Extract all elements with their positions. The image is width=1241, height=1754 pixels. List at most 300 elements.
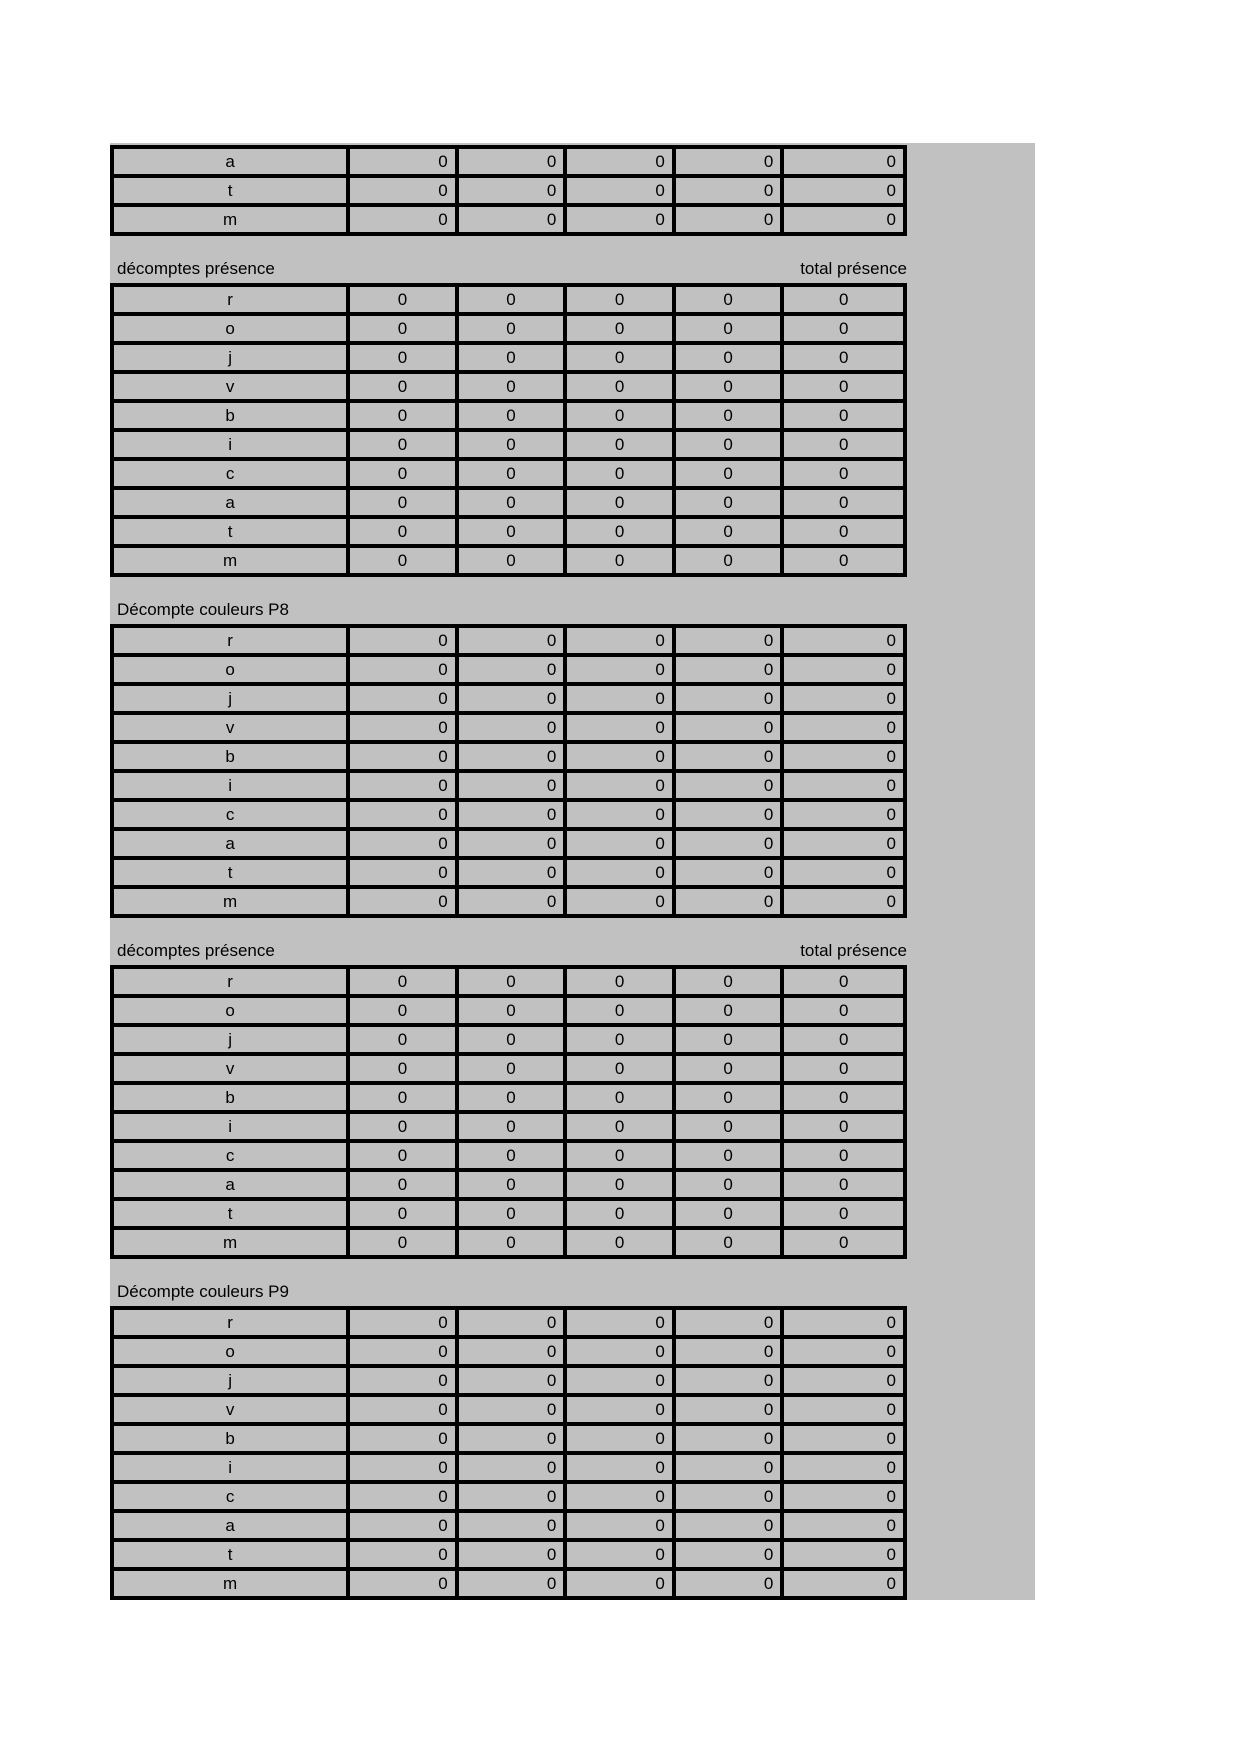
value-cell[interactable]: 0 bbox=[674, 1511, 783, 1540]
value-cell[interactable]: 0 bbox=[457, 1482, 566, 1511]
value-cell[interactable]: 0 bbox=[674, 1366, 783, 1395]
value-cell[interactable]: 0 bbox=[782, 858, 905, 887]
value-cell[interactable]: 0 bbox=[782, 996, 905, 1025]
value-cell[interactable]: 0 bbox=[782, 1395, 905, 1424]
total-presence-label: total présence bbox=[800, 941, 907, 960]
row-letter-cell[interactable]: o bbox=[112, 655, 348, 684]
row-letter-cell[interactable]: m bbox=[112, 1569, 348, 1598]
value-cell[interactable]: 0 bbox=[782, 1141, 905, 1170]
value-cell[interactable]: 0 bbox=[457, 684, 566, 713]
table-row bbox=[112, 858, 905, 887]
row-letter-cell[interactable]: t bbox=[112, 1540, 348, 1569]
value-cell[interactable]: 0 bbox=[674, 1308, 783, 1337]
value-cell[interactable]: 0 bbox=[782, 1569, 905, 1598]
value-cell[interactable]: 0 bbox=[457, 401, 566, 430]
value-cell[interactable]: 0 bbox=[348, 1337, 457, 1366]
value-cell[interactable]: 0 bbox=[457, 858, 566, 887]
value-cell[interactable]: 0 bbox=[348, 488, 457, 517]
value-cell[interactable]: 0 bbox=[565, 655, 674, 684]
value-cell[interactable]: 0 bbox=[782, 1453, 905, 1482]
value-cell[interactable]: 0 bbox=[348, 1112, 457, 1141]
value-cell[interactable]: 0 bbox=[782, 829, 905, 858]
table-row bbox=[112, 771, 905, 800]
value-cell[interactable]: 0 bbox=[565, 314, 674, 343]
row-letter-cell[interactable]: c bbox=[112, 459, 348, 488]
value-cell[interactable]: 0 bbox=[348, 1540, 457, 1569]
row-letter-cell[interactable]: c bbox=[112, 1141, 348, 1170]
value-cell[interactable]: 0 bbox=[674, 1054, 783, 1083]
value-cell[interactable]: 0 bbox=[782, 1199, 905, 1228]
value-cell[interactable]: 0 bbox=[782, 372, 905, 401]
row-letter-cell[interactable]: o bbox=[112, 314, 348, 343]
table-row bbox=[112, 1228, 905, 1257]
value-cell[interactable]: 0 bbox=[457, 205, 566, 234]
value-cell[interactable]: 0 bbox=[782, 314, 905, 343]
row-letter-cell[interactable]: o bbox=[112, 1337, 348, 1366]
table-colors-top-partial bbox=[110, 145, 907, 236]
value-cell[interactable]: 0 bbox=[674, 488, 783, 517]
row-letter-cell[interactable]: i bbox=[112, 1453, 348, 1482]
value-cell[interactable]: 0 bbox=[348, 1395, 457, 1424]
value-cell[interactable]: 0 bbox=[457, 1025, 566, 1054]
value-cell[interactable]: 0 bbox=[782, 800, 905, 829]
value-cell[interactable]: 0 bbox=[674, 1112, 783, 1141]
value-cell[interactable]: 0 bbox=[782, 742, 905, 771]
value-cell[interactable]: 0 bbox=[348, 887, 457, 916]
value-cell[interactable]: 0 bbox=[782, 1424, 905, 1453]
row-letter-cell[interactable]: t bbox=[112, 858, 348, 887]
value-cell[interactable]: 0 bbox=[782, 401, 905, 430]
value-cell[interactable]: 0 bbox=[457, 655, 566, 684]
value-cell[interactable]: 0 bbox=[348, 430, 457, 459]
value-cell[interactable]: 0 bbox=[782, 147, 905, 176]
value-cell[interactable]: 0 bbox=[565, 1337, 674, 1366]
value-cell[interactable]: 0 bbox=[782, 488, 905, 517]
value-cell[interactable]: 0 bbox=[565, 1112, 674, 1141]
value-cell[interactable]: 0 bbox=[457, 713, 566, 742]
table-row bbox=[112, 1141, 905, 1170]
table-row bbox=[112, 205, 905, 234]
value-cell[interactable]: 0 bbox=[782, 430, 905, 459]
row-letter-cell[interactable]: j bbox=[112, 1366, 348, 1395]
value-cell[interactable]: 0 bbox=[348, 1308, 457, 1337]
table-row bbox=[112, 147, 905, 176]
value-cell[interactable]: 0 bbox=[674, 771, 783, 800]
value-cell[interactable]: 0 bbox=[782, 1308, 905, 1337]
value-cell[interactable]: 0 bbox=[674, 1540, 783, 1569]
value-cell[interactable]: 0 bbox=[565, 742, 674, 771]
value-cell[interactable]: 0 bbox=[674, 1337, 783, 1366]
value-cell[interactable]: 0 bbox=[348, 459, 457, 488]
value-cell[interactable]: 0 bbox=[348, 285, 457, 314]
value-cell[interactable]: 0 bbox=[565, 285, 674, 314]
value-cell[interactable]: 0 bbox=[565, 1083, 674, 1112]
value-cell[interactable]: 0 bbox=[348, 1025, 457, 1054]
value-cell[interactable]: 0 bbox=[348, 800, 457, 829]
value-cell[interactable]: 0 bbox=[565, 1199, 674, 1228]
value-cell[interactable]: 0 bbox=[674, 343, 783, 372]
value-cell[interactable]: 0 bbox=[674, 1395, 783, 1424]
value-cell[interactable]: 0 bbox=[457, 1141, 566, 1170]
value-cell[interactable]: 0 bbox=[457, 1366, 566, 1395]
value-cell[interactable]: 0 bbox=[457, 517, 566, 546]
value-cell[interactable]: 0 bbox=[348, 1569, 457, 1598]
value-cell[interactable]: 0 bbox=[457, 176, 566, 205]
value-cell[interactable]: 0 bbox=[457, 829, 566, 858]
value-cell[interactable]: 0 bbox=[565, 430, 674, 459]
row-letter-cell[interactable]: t bbox=[112, 176, 348, 205]
row-letter-cell[interactable]: a bbox=[112, 829, 348, 858]
value-cell[interactable]: 0 bbox=[565, 858, 674, 887]
value-cell[interactable]: 0 bbox=[674, 430, 783, 459]
value-cell[interactable]: 0 bbox=[565, 996, 674, 1025]
value-cell[interactable]: 0 bbox=[782, 1228, 905, 1257]
value-cell[interactable]: 0 bbox=[457, 1199, 566, 1228]
value-cell[interactable]: 0 bbox=[348, 1511, 457, 1540]
row-letter-cell[interactable]: m bbox=[112, 205, 348, 234]
row-letter-cell[interactable]: j bbox=[112, 1025, 348, 1054]
row-letter-cell[interactable]: t bbox=[112, 1199, 348, 1228]
value-cell[interactable]: 0 bbox=[457, 1424, 566, 1453]
p9-section-header bbox=[110, 1281, 907, 1302]
table-row bbox=[112, 488, 905, 517]
value-cell[interactable]: 0 bbox=[782, 343, 905, 372]
value-cell[interactable]: 0 bbox=[348, 1482, 457, 1511]
value-cell[interactable]: 0 bbox=[674, 372, 783, 401]
value-cell[interactable]: 0 bbox=[457, 546, 566, 575]
row-letter-cell[interactable]: j bbox=[112, 684, 348, 713]
value-cell[interactable]: 0 bbox=[348, 546, 457, 575]
value-cell[interactable]: 0 bbox=[565, 401, 674, 430]
value-cell[interactable]: 0 bbox=[565, 1308, 674, 1337]
value-cell[interactable]: 0 bbox=[674, 459, 783, 488]
value-cell[interactable]: 0 bbox=[348, 401, 457, 430]
value-cell[interactable]: 0 bbox=[674, 1482, 783, 1511]
table-row bbox=[112, 1308, 905, 1337]
value-cell[interactable]: 0 bbox=[565, 713, 674, 742]
value-cell[interactable]: 0 bbox=[782, 713, 905, 742]
value-cell[interactable]: 0 bbox=[565, 1424, 674, 1453]
value-cell[interactable]: 0 bbox=[348, 372, 457, 401]
p8-section-label: Décompte couleurs P8 bbox=[117, 600, 289, 619]
value-cell[interactable]: 0 bbox=[457, 1337, 566, 1366]
value-cell[interactable]: 0 bbox=[565, 1482, 674, 1511]
value-cell[interactable]: 0 bbox=[565, 887, 674, 916]
row-letter-cell[interactable]: t bbox=[112, 517, 348, 546]
value-cell[interactable]: 0 bbox=[457, 459, 566, 488]
value-cell[interactable]: 0 bbox=[674, 1424, 783, 1453]
value-cell[interactable]: 0 bbox=[348, 176, 457, 205]
value-cell[interactable]: 0 bbox=[565, 1569, 674, 1598]
value-cell[interactable]: 0 bbox=[565, 343, 674, 372]
value-cell[interactable]: 0 bbox=[565, 1511, 674, 1540]
table-presence-2 bbox=[110, 965, 907, 1259]
value-cell[interactable]: 0 bbox=[457, 1228, 566, 1257]
value-cell[interactable]: 0 bbox=[457, 1170, 566, 1199]
value-cell[interactable]: 0 bbox=[782, 1054, 905, 1083]
value-cell[interactable]: 0 bbox=[457, 800, 566, 829]
value-cell[interactable]: 0 bbox=[457, 285, 566, 314]
row-letter-cell[interactable]: v bbox=[112, 372, 348, 401]
value-cell[interactable]: 0 bbox=[565, 829, 674, 858]
value-cell[interactable]: 0 bbox=[674, 858, 783, 887]
value-cell[interactable]: 0 bbox=[565, 205, 674, 234]
value-cell[interactable]: 0 bbox=[457, 742, 566, 771]
value-cell[interactable]: 0 bbox=[348, 829, 457, 858]
value-cell[interactable]: 0 bbox=[348, 1141, 457, 1170]
presence-section-label: décomptes présence bbox=[117, 259, 275, 278]
value-cell[interactable]: 0 bbox=[457, 488, 566, 517]
value-cell[interactable]: 0 bbox=[674, 887, 783, 916]
value-cell[interactable]: 0 bbox=[457, 147, 566, 176]
value-cell[interactable]: 0 bbox=[674, 742, 783, 771]
value-cell[interactable]: 0 bbox=[674, 1170, 783, 1199]
value-cell[interactable]: 0 bbox=[782, 517, 905, 546]
value-cell[interactable]: 0 bbox=[674, 996, 783, 1025]
value-cell[interactable]: 0 bbox=[348, 626, 457, 655]
p8-section-header bbox=[110, 599, 907, 620]
row-letter-cell[interactable]: i bbox=[112, 771, 348, 800]
value-cell[interactable]: 0 bbox=[565, 176, 674, 205]
row-letter-cell[interactable]: v bbox=[112, 1054, 348, 1083]
value-cell[interactable]: 0 bbox=[565, 1170, 674, 1199]
table-row bbox=[112, 401, 905, 430]
value-cell[interactable]: 0 bbox=[348, 343, 457, 372]
table-decompte-couleurs-p8 bbox=[110, 624, 907, 918]
value-cell[interactable]: 0 bbox=[565, 147, 674, 176]
value-cell[interactable]: 0 bbox=[457, 1112, 566, 1141]
value-cell[interactable]: 0 bbox=[457, 1395, 566, 1424]
row-letter-cell[interactable]: v bbox=[112, 713, 348, 742]
value-cell[interactable]: 0 bbox=[782, 459, 905, 488]
row-letter-cell[interactable]: c bbox=[112, 1482, 348, 1511]
value-cell[interactable]: 0 bbox=[457, 1453, 566, 1482]
value-cell[interactable]: 0 bbox=[457, 1308, 566, 1337]
row-letter-cell[interactable]: a bbox=[112, 488, 348, 517]
value-cell[interactable]: 0 bbox=[348, 205, 457, 234]
value-cell[interactable]: 0 bbox=[674, 829, 783, 858]
row-letter-cell[interactable]: a bbox=[112, 1511, 348, 1540]
table-row bbox=[112, 713, 905, 742]
value-cell[interactable]: 0 bbox=[348, 1453, 457, 1482]
value-cell[interactable]: 0 bbox=[457, 626, 566, 655]
value-cell[interactable]: 0 bbox=[457, 1511, 566, 1540]
value-cell[interactable]: 0 bbox=[565, 1395, 674, 1424]
value-cell[interactable]: 0 bbox=[674, 713, 783, 742]
value-cell[interactable]: 0 bbox=[457, 372, 566, 401]
value-cell[interactable]: 0 bbox=[782, 285, 905, 314]
value-cell[interactable]: 0 bbox=[457, 1054, 566, 1083]
value-cell[interactable]: 0 bbox=[782, 655, 905, 684]
table-row bbox=[112, 655, 905, 684]
value-cell[interactable]: 0 bbox=[565, 800, 674, 829]
row-letter-cell[interactable]: b bbox=[112, 742, 348, 771]
row-letter-cell[interactable]: m bbox=[112, 887, 348, 916]
value-cell[interactable]: 0 bbox=[565, 1453, 674, 1482]
value-cell[interactable]: 0 bbox=[457, 430, 566, 459]
table-row bbox=[112, 372, 905, 401]
value-cell[interactable]: 0 bbox=[782, 626, 905, 655]
value-cell[interactable]: 0 bbox=[674, 626, 783, 655]
value-cell[interactable]: 0 bbox=[565, 771, 674, 800]
value-cell[interactable]: 0 bbox=[457, 314, 566, 343]
table-row bbox=[112, 1366, 905, 1395]
value-cell[interactable]: 0 bbox=[565, 372, 674, 401]
value-cell[interactable]: 0 bbox=[457, 1569, 566, 1598]
table-row bbox=[112, 742, 905, 771]
row-letter-cell[interactable]: a bbox=[112, 147, 348, 176]
table-row bbox=[112, 546, 905, 575]
value-cell[interactable]: 0 bbox=[782, 1511, 905, 1540]
row-letter-cell[interactable]: o bbox=[112, 996, 348, 1025]
value-cell[interactable]: 0 bbox=[348, 684, 457, 713]
value-cell[interactable]: 0 bbox=[348, 771, 457, 800]
value-cell[interactable]: 0 bbox=[457, 1540, 566, 1569]
table-row bbox=[112, 1540, 905, 1569]
table-row bbox=[112, 343, 905, 372]
row-letter-cell[interactable]: i bbox=[112, 1112, 348, 1141]
value-cell[interactable]: 0 bbox=[348, 1424, 457, 1453]
value-cell[interactable]: 0 bbox=[348, 1228, 457, 1257]
row-letter-cell[interactable]: r bbox=[112, 285, 348, 314]
table-row bbox=[112, 1170, 905, 1199]
value-cell[interactable]: 0 bbox=[674, 205, 783, 234]
value-cell[interactable]: 0 bbox=[674, 1025, 783, 1054]
table-row bbox=[112, 887, 905, 916]
value-cell[interactable]: 0 bbox=[565, 1054, 674, 1083]
value-cell[interactable]: 0 bbox=[348, 713, 457, 742]
value-cell[interactable]: 0 bbox=[674, 285, 783, 314]
row-letter-cell[interactable]: b bbox=[112, 1083, 348, 1112]
table-row bbox=[112, 1482, 905, 1511]
row-letter-cell[interactable]: m bbox=[112, 546, 348, 575]
value-cell[interactable]: 0 bbox=[348, 858, 457, 887]
value-cell[interactable]: 0 bbox=[782, 1482, 905, 1511]
value-cell[interactable]: 0 bbox=[348, 655, 457, 684]
value-cell[interactable]: 0 bbox=[674, 401, 783, 430]
table-row bbox=[112, 996, 905, 1025]
row-letter-cell[interactable]: c bbox=[112, 800, 348, 829]
value-cell[interactable]: 0 bbox=[674, 1199, 783, 1228]
value-cell[interactable]: 0 bbox=[674, 176, 783, 205]
table-row bbox=[112, 314, 905, 343]
value-cell[interactable]: 0 bbox=[674, 1453, 783, 1482]
value-cell[interactable]: 0 bbox=[782, 1366, 905, 1395]
value-cell[interactable]: 0 bbox=[674, 1228, 783, 1257]
value-cell[interactable]: 0 bbox=[565, 1025, 674, 1054]
value-cell[interactable]: 0 bbox=[674, 1569, 783, 1598]
presence-section-header-1 bbox=[110, 258, 907, 279]
value-cell[interactable]: 0 bbox=[457, 343, 566, 372]
row-letter-cell[interactable]: j bbox=[112, 343, 348, 372]
value-cell[interactable]: 0 bbox=[565, 684, 674, 713]
value-cell[interactable]: 0 bbox=[782, 546, 905, 575]
table-row bbox=[112, 176, 905, 205]
value-cell[interactable]: 0 bbox=[348, 314, 457, 343]
total-presence-label: total présence bbox=[800, 259, 907, 278]
value-cell[interactable]: 0 bbox=[782, 1112, 905, 1141]
value-cell[interactable]: 0 bbox=[782, 887, 905, 916]
value-cell[interactable]: 0 bbox=[782, 967, 905, 996]
value-cell[interactable]: 0 bbox=[457, 771, 566, 800]
value-cell[interactable]: 0 bbox=[782, 1170, 905, 1199]
row-letter-cell[interactable]: r bbox=[112, 1308, 348, 1337]
value-cell[interactable]: 0 bbox=[674, 1083, 783, 1112]
value-cell[interactable]: 0 bbox=[782, 1540, 905, 1569]
value-cell[interactable]: 0 bbox=[674, 517, 783, 546]
value-cell[interactable]: 0 bbox=[457, 967, 566, 996]
value-cell[interactable]: 0 bbox=[565, 1540, 674, 1569]
value-cell[interactable]: 0 bbox=[565, 1141, 674, 1170]
value-cell[interactable]: 0 bbox=[457, 887, 566, 916]
value-cell[interactable]: 0 bbox=[457, 1083, 566, 1112]
value-cell[interactable]: 0 bbox=[674, 684, 783, 713]
p9-section-label: Décompte couleurs P9 bbox=[117, 1282, 289, 1301]
value-cell[interactable]: 0 bbox=[348, 967, 457, 996]
value-cell[interactable]: 0 bbox=[348, 996, 457, 1025]
value-cell[interactable]: 0 bbox=[782, 176, 905, 205]
row-letter-cell[interactable]: r bbox=[112, 967, 348, 996]
value-cell[interactable]: 0 bbox=[674, 314, 783, 343]
value-cell[interactable]: 0 bbox=[348, 742, 457, 771]
value-cell[interactable]: 0 bbox=[348, 1083, 457, 1112]
value-cell[interactable]: 0 bbox=[348, 1199, 457, 1228]
value-cell[interactable]: 0 bbox=[565, 626, 674, 655]
table-row bbox=[112, 1395, 905, 1424]
value-cell[interactable]: 0 bbox=[782, 1337, 905, 1366]
presence-section-label: décomptes présence bbox=[117, 941, 275, 960]
value-cell[interactable]: 0 bbox=[782, 1025, 905, 1054]
row-letter-cell[interactable]: r bbox=[112, 626, 348, 655]
value-cell[interactable]: 0 bbox=[674, 147, 783, 176]
value-cell[interactable]: 0 bbox=[348, 1366, 457, 1395]
table-row bbox=[112, 285, 905, 314]
table-row bbox=[112, 1511, 905, 1540]
value-cell[interactable]: 0 bbox=[674, 800, 783, 829]
value-cell[interactable]: 0 bbox=[348, 1054, 457, 1083]
value-cell[interactable]: 0 bbox=[565, 488, 674, 517]
value-cell[interactable]: 0 bbox=[782, 1083, 905, 1112]
table-row bbox=[112, 1054, 905, 1083]
value-cell[interactable]: 0 bbox=[674, 1141, 783, 1170]
value-cell[interactable]: 0 bbox=[565, 459, 674, 488]
value-cell[interactable]: 0 bbox=[674, 546, 783, 575]
row-letter-cell[interactable]: b bbox=[112, 1424, 348, 1453]
presence-section-header-2 bbox=[110, 940, 907, 961]
row-letter-cell[interactable]: m bbox=[112, 1228, 348, 1257]
table-row bbox=[112, 1453, 905, 1482]
value-cell[interactable]: 0 bbox=[348, 517, 457, 546]
value-cell[interactable]: 0 bbox=[782, 684, 905, 713]
value-cell[interactable]: 0 bbox=[565, 967, 674, 996]
value-cell[interactable]: 0 bbox=[457, 996, 566, 1025]
value-cell[interactable]: 0 bbox=[565, 546, 674, 575]
value-cell[interactable]: 0 bbox=[565, 1228, 674, 1257]
value-cell[interactable]: 0 bbox=[674, 967, 783, 996]
value-cell[interactable]: 0 bbox=[348, 147, 457, 176]
value-cell[interactable]: 0 bbox=[782, 205, 905, 234]
table-row bbox=[112, 1025, 905, 1054]
value-cell[interactable]: 0 bbox=[674, 655, 783, 684]
value-cell[interactable]: 0 bbox=[782, 771, 905, 800]
value-cell[interactable]: 0 bbox=[348, 1170, 457, 1199]
value-cell[interactable]: 0 bbox=[565, 1366, 674, 1395]
row-letter-cell[interactable]: i bbox=[112, 430, 348, 459]
row-letter-cell[interactable]: v bbox=[112, 1395, 348, 1424]
value-cell[interactable]: 0 bbox=[565, 517, 674, 546]
row-letter-cell[interactable]: a bbox=[112, 1170, 348, 1199]
row-letter-cell[interactable]: b bbox=[112, 401, 348, 430]
